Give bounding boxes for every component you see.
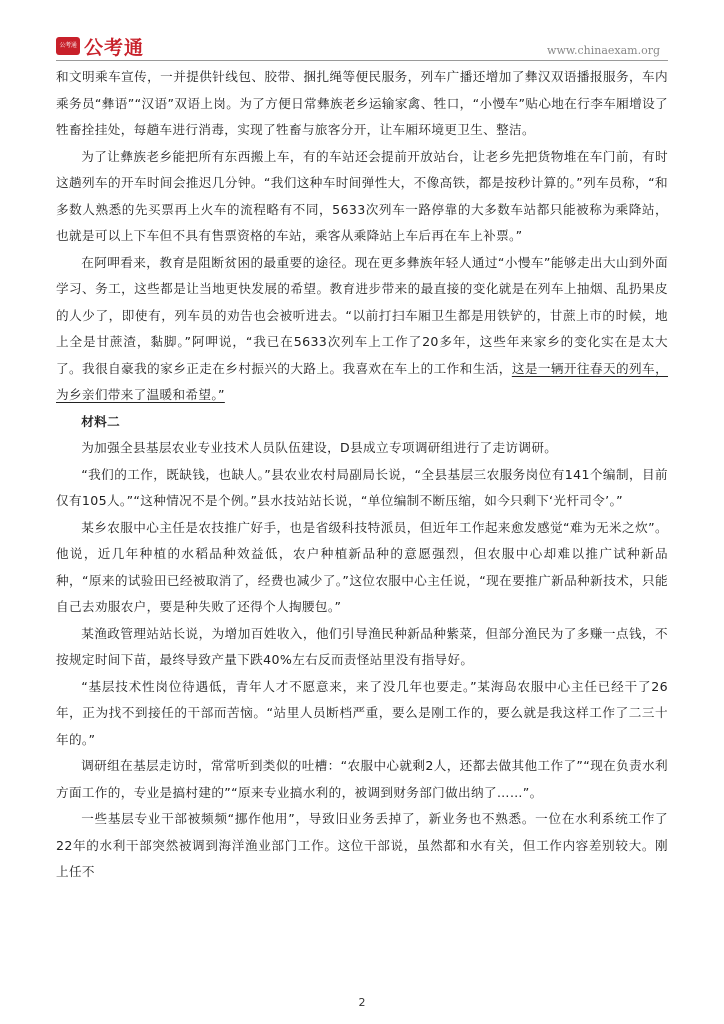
paragraph-7: 某渔政管理站站长说，为增加百姓收入，他们引导渔民种新品种紫菜，但部分渔民为了多赚一点钱，不按规定时间下苗，最终导致产量下跌40%左右反而责怪站里没有指导好。	[56, 625, 668, 667]
section-heading-material-2: 材料二	[81, 413, 121, 429]
paragraph-4: 为加强全县基层农业专业技术人员队伍建设，D县成立专项调研组进行了走访调研。	[81, 440, 558, 455]
paragraph-3-text: 在阿呷看来，教育是阻断贫困的最重要的途径。现在更多彝族年轻人通过“小慢车”能够走出大山到外面学习、务工，这些都是让当地更快发展的希望。教育进步带来的最直接的变化就是在列车上抽烟、乱扔果皮的人少了，即使有，列车员的劝告也会被听进去。“以前打扫车厢卫生都是用铁铲的，甘蔗上市的时候，地上全是甘蔗渣，黏脚。”阿呷说，“我已在5633次列车上工作了20多年，这些年来家乡的变化实在是太大了。我很自豪我的家乡正走在乡村振兴的大路上。我喜欢在车上的工作和生活，	[56, 254, 668, 376]
paragraph-5: “我们的工作，既缺钱，也缺人。”县农业农村局副局长说，“全县基层三农服务岗位有141个编制，目前仅有105人。”“这种情况不是个例。”县水技站站长说，“单位编制不断压缩，如今只剩下‘光杆司令’。”	[56, 466, 668, 508]
header-divider	[56, 60, 668, 61]
document-body	[56, 64, 668, 886]
page-header	[0, 0, 724, 62]
paragraph-9: 调研组在基层走访时，常常听到类似的吐槽：“农服中心就剩2人，还都去做其他工作了”“现在负责水利方面工作的，专业是搞村建的”“原来专业搞水利的，被调到财务部门做出纳了……”。	[56, 758, 668, 800]
paragraph-3	[56, 250, 668, 409]
paragraph-8: “基层技术性岗位待遇低，青年人才不愿意来，来了没几年也要走。”某海岛农服中心主任已经干了26年，正为找不到接任的干部而苦恼。“站里人员断档严重，要么是刚工作的，要么就是我这样工作了二三十年的。”	[56, 678, 668, 747]
paragraph-10: 一些基层专业干部被频频“挪作他用”，导致旧业务丢掉了，新业务也不熟悉。一位在水利系统工作了22年的水利干部突然被调到海洋渔业部门工作。这位干部说，虽然都和水有关，但工作内容差别较大。刚上任不	[56, 811, 668, 879]
page-number: 2	[358, 996, 366, 1009]
paragraph-1: 和文明乘车宣传，一并提供针线包、胶带、捆扎绳等便民服务，列车广播还增加了彝汉双语播报服务，车内乘务员“彝语”“汉语”双语上岗。为了方便日常彝族老乡运输家禽、牲口，“小慢车”贴心地在行李车厢增设了牲畜拴挂处，每趟车进行消毒，实现了牲畜与旅客分开，让车厢环境更卫生、整洁。	[56, 69, 668, 137]
paragraph-6: 某乡农服中心主任是农技推广好手，也是省级科技特派员，但近年工作起来愈发感觉“难为无米之炊”。他说，近几年种植的水稻品种效益低，农户种植新品种的意愿强烈，但农服中心却难以推广试种新品种，“原来的试验田已经被取消了，经费也减少了。”这位农服中心主任说，“现在要推广新品种新技术，只能自己去劝服农户，要是种失败了还得个人掏腰包。”	[56, 519, 668, 614]
logo-text: 公考通	[84, 37, 145, 59]
paragraph-2: 为了让彝族老乡能把所有东西搬上车，有的车站还会提前开放站台，让老乡先把货物堆在车门前，有时这趟列车的开车时间会推迟几分钟。“我们这种车时间弹性大，不像高铁，都是按秒计算的。”列车员称，“和多数人熟悉的先买票再上火车的流程略有不同，5633次列车一路停靠的大多数车站都只能被称为乘降站，也就是可以上下车但不具有售票资格的车站，乘客从乘降站上车后再在车上补票。”	[56, 148, 668, 243]
underlined-quote: 这是一辆开往春天的列车，为乡亲们带来了温暖和希望。”	[56, 360, 669, 402]
logo-badge: 公考通	[56, 37, 80, 55]
site-url[interactable]: www.chinaexam.org	[547, 44, 660, 57]
